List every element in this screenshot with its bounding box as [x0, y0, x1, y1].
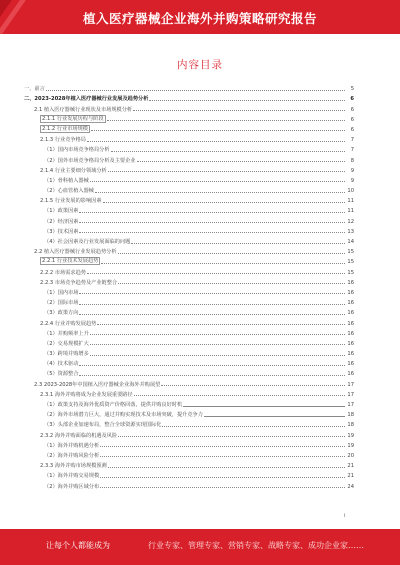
- toc-entry[interactable]: [24, 408, 354, 418]
- toc-entry-label: 2.1.4 行业主要细分领域分析: [40, 167, 107, 174]
- footer-slogan-left: 让每个人都能成为: [46, 541, 110, 550]
- toc-dot-leader: [134, 395, 345, 396]
- toc-entry[interactable]: [24, 337, 354, 347]
- toc-entry-page: 5: [350, 86, 354, 93]
- toc-entry-label: 2.2.4 行业并购发展趋势: [40, 320, 97, 327]
- toc-entry[interactable]: [24, 113, 354, 123]
- toc-dot-leader: [133, 110, 345, 111]
- toc-dot-leader: [111, 151, 345, 152]
- toc-entry[interactable]: [24, 214, 354, 224]
- toc-dot-leader: [79, 365, 345, 366]
- toc-entry[interactable]: [24, 327, 354, 337]
- toc-entry[interactable]: [24, 92, 354, 102]
- toc-entry-label: （2）国外市场竞争格局分析及主要企业: [44, 157, 136, 164]
- toc-dot-leader: [118, 436, 345, 437]
- toc-dot-leader: [162, 426, 345, 427]
- toc-entry-label: 2.3.1 海外并购将成为企业发展重要路径: [40, 391, 133, 398]
- toc-entry-label: 2.2.2 市场需求趋势: [40, 269, 86, 276]
- footer-slogan-right: 行业专家、管理专家、营销专家、战略专家、成功企业家……: [148, 541, 364, 550]
- toc-dot-leader: [107, 120, 345, 121]
- toc-dot-leader: [90, 344, 345, 345]
- toc-dot-leader: [108, 171, 345, 172]
- toc-dot-leader: [131, 243, 345, 244]
- toc-entry-label: （1）政策支持及海外优质资产价格回落，提供并购良好时机: [44, 402, 183, 408]
- toc-entry[interactable]: [24, 194, 354, 204]
- toc-dot-leader: [101, 263, 345, 264]
- toc-entry-page: 12: [347, 218, 354, 225]
- toc-dot-leader: [87, 273, 345, 274]
- toc-entry[interactable]: [24, 286, 354, 296]
- toc-entry-page: 16: [347, 330, 354, 337]
- toc-entry-page: 6: [350, 126, 354, 133]
- toc-dot-leader: [118, 253, 345, 254]
- toc-entry-label: （3）跨境并购增多: [44, 351, 89, 358]
- toc-entry[interactable]: [24, 357, 354, 367]
- toc-entry-label: （1）国内市场竞争格局分析: [44, 147, 110, 154]
- toc-dot-leader: [87, 141, 345, 142]
- toc-entry-page: 24: [347, 483, 354, 490]
- toc-entry-label: 一、前言: [24, 86, 45, 93]
- toc-entry-page: 6: [350, 106, 354, 113]
- toc-entry-label: 2.2.1 行业技术发展趋势: [42, 258, 99, 265]
- toc-entry-page: 16: [347, 300, 354, 307]
- toc-entry-label: （5）资源整合: [44, 371, 79, 378]
- toc-entry-label: 2.3.3 海外并购市场规模预测: [40, 463, 107, 470]
- toc-entry-label: （2）经济因素: [44, 218, 79, 225]
- toc-dot-leader: [79, 232, 345, 233]
- toc-entry[interactable]: [24, 245, 354, 255]
- toc-dot-leader: [90, 181, 345, 182]
- toc-entry[interactable]: [24, 265, 354, 275]
- toc-entry-label: （2）海外并购风险分析: [44, 452, 100, 459]
- toc-entry-page: 21: [347, 463, 354, 470]
- toc-entry-label: （1）政策因素: [44, 208, 79, 215]
- toc-entry[interactable]: [24, 459, 354, 469]
- toc-entry-page: 9: [350, 167, 354, 174]
- toc-entry-label: （3）政策方向: [44, 310, 79, 317]
- toc-entry-page: 20: [347, 452, 354, 459]
- toc-entry[interactable]: [24, 398, 354, 408]
- toc-entry-label: （1）国内市场: [44, 289, 79, 296]
- toc-dot-leader: [79, 293, 345, 294]
- toc-entry-page: 11: [347, 198, 354, 205]
- toc-dot-leader: [100, 477, 345, 478]
- toc-dot-leader: [90, 334, 345, 335]
- toc-entry-page: 7: [350, 147, 354, 154]
- toc-entry[interactable]: [24, 388, 354, 398]
- toc-dot-leader: [118, 283, 345, 284]
- toc-entry[interactable]: [24, 377, 354, 387]
- toc-entry-label: （3）技术因素: [44, 228, 79, 235]
- toc-entry[interactable]: [24, 143, 354, 153]
- toc-dot-leader: [79, 222, 345, 223]
- toc-entry[interactable]: [24, 439, 354, 449]
- toc-entry-label: （2）心血管植入器械: [44, 188, 94, 195]
- toc-entry-label: （2）海外市场潜力巨大，通过并购实现技术及市场突破，提升竞争力: [44, 412, 203, 419]
- header-banner: [0, 0, 400, 34]
- toc-dot-leader: [183, 406, 345, 407]
- toc-entry-label: 二、2023-2028年植入医疗器械行业发展及趋势分析: [24, 96, 149, 103]
- toc-dot-leader: [100, 446, 345, 447]
- toc-entry-label: 2.1.2 行业市场规模: [42, 125, 88, 132]
- toc-entry-page: 17: [347, 381, 354, 388]
- toc-entry-label: （1）骨科植入器械: [44, 177, 89, 184]
- toc-entry-label: 2.2 植入医疗器械行业发展趋势分析: [34, 249, 117, 256]
- toc-entry-label: 2.1 植入医疗器械行业现状及市场规模分析: [34, 106, 133, 113]
- toc-dot-leader: [90, 355, 345, 356]
- toc-entry[interactable]: [24, 306, 354, 316]
- toc-dot-leader: [137, 161, 346, 162]
- toc-dot-leader: [100, 456, 345, 457]
- toc-entry[interactable]: [24, 102, 354, 112]
- toc-entry[interactable]: [24, 204, 354, 214]
- toc-entry-label: 2.2.3 市场竞争趋势及产业链整合: [40, 279, 118, 286]
- toc-entry-page: 13: [347, 228, 354, 235]
- toc-entry[interactable]: [24, 82, 354, 92]
- toc-entry-page: 16: [347, 279, 354, 286]
- toc-entry-page: 16: [347, 351, 354, 358]
- toc-entry-page: 16: [347, 320, 354, 327]
- toc-entry-page: 19: [347, 442, 354, 449]
- toc-entry-page: 19: [347, 432, 354, 439]
- toc-entry-label: 2.3.2 海外并购面临的机遇及风险: [40, 432, 118, 439]
- toc-entry[interactable]: [24, 347, 354, 357]
- toc-entry[interactable]: [24, 235, 354, 245]
- toc-dot-leader: [161, 385, 345, 386]
- footer-banner: [0, 529, 400, 565]
- toc-dot-leader: [204, 416, 345, 417]
- toc-entry[interactable]: [24, 225, 354, 235]
- toc-entry[interactable]: [24, 123, 354, 133]
- table-of-contents: [24, 82, 354, 490]
- toc-entry-label: （4）技术驱动: [44, 361, 79, 368]
- toc-dot-leader: [103, 202, 345, 203]
- toc-entry-label: （4）社会因素及行业发展面临的问题: [44, 239, 131, 245]
- toc-entry-page: 6: [350, 96, 354, 103]
- toc-dot-leader: [79, 375, 345, 376]
- toc-entry-page: 17: [347, 391, 354, 398]
- toc-entry-label: （2）国际市场: [44, 300, 79, 307]
- toc-entry[interactable]: [24, 296, 354, 306]
- toc-entry[interactable]: [24, 184, 354, 194]
- toc-entry-page: 16: [347, 310, 354, 317]
- toc-entry[interactable]: [24, 449, 354, 459]
- report-title: 植入医疗器械企业海外并购策略研究报告: [82, 11, 317, 26]
- toc-entry[interactable]: [24, 479, 354, 489]
- toc-entry[interactable]: [24, 276, 354, 286]
- toc-heading: 内容目录: [177, 59, 223, 71]
- toc-dot-leader: [100, 487, 345, 488]
- toc-entry-label: （1）并购频率上升: [44, 330, 89, 337]
- toc-entry[interactable]: [24, 133, 354, 143]
- toc-entry-page: 10: [347, 188, 354, 195]
- toc-entry[interactable]: [24, 255, 354, 265]
- toc-entry-page: 11: [347, 208, 354, 215]
- toc-entry-label: 2.1.1 行业发展历程与阶段: [42, 115, 104, 122]
- toc-entry-page: 15: [347, 259, 354, 266]
- toc-entry-label: （3）头部企业加速布局，整合全球资源实现国际化: [44, 422, 162, 429]
- toc-dot-leader: [97, 324, 345, 325]
- toc-dot-leader: [79, 314, 345, 315]
- page-marker: i: [344, 513, 346, 519]
- toc-entry[interactable]: [24, 428, 354, 438]
- toc-dot-leader: [149, 100, 345, 101]
- toc-entry-label: （2）交易规模扩大: [44, 340, 89, 347]
- toc-entry-label: 2.1.3 行业竞争格局: [40, 137, 86, 144]
- toc-dot-leader: [95, 192, 345, 193]
- toc-entry-page: 21: [347, 473, 354, 480]
- toc-dot-leader: [108, 467, 345, 468]
- toc-entry-page: 15: [347, 269, 354, 276]
- toc-dot-leader: [79, 304, 345, 305]
- toc-entry-label: （1）海外并购机遇分析: [44, 442, 100, 449]
- toc-entry[interactable]: [24, 316, 354, 326]
- toc-dot-leader: [79, 212, 345, 213]
- toc-entry-page: 15: [347, 249, 354, 256]
- toc-entry-page: 6: [350, 116, 354, 123]
- toc-dot-leader: [91, 130, 345, 131]
- toc-entry-page: 18: [347, 422, 354, 429]
- toc-entry-page: 16: [347, 289, 354, 296]
- toc-entry-label: （2）海外并购区域分布: [44, 483, 100, 490]
- toc-entry-page: 9: [350, 177, 354, 184]
- toc-entry[interactable]: [24, 418, 354, 428]
- toc-entry-page: 18: [347, 412, 354, 419]
- toc-entry[interactable]: [24, 469, 354, 479]
- toc-entry-page: 17: [347, 402, 354, 408]
- toc-entry-page: 16: [347, 340, 354, 347]
- toc-entry-page: 8: [350, 157, 354, 164]
- toc-entry-label: 2.3 2023-2028年中国植入医疗器械企业海外并购展望: [34, 381, 161, 388]
- toc-entry[interactable]: [24, 164, 354, 174]
- toc-entry[interactable]: [24, 153, 354, 163]
- toc-entry[interactable]: [24, 367, 354, 377]
- toc-entry-page: 14: [347, 239, 354, 245]
- toc-entry-page: 7: [350, 137, 354, 144]
- toc-entry[interactable]: [24, 174, 354, 184]
- toc-entry-label: （1）海外并购交易规模: [44, 473, 100, 480]
- toc-entry-label: 2.1.5 行业发展的影响因素: [40, 198, 102, 205]
- toc-entry-page: 16: [347, 371, 354, 378]
- toc-entry-page: 16: [347, 361, 354, 368]
- toc-dot-leader: [46, 90, 345, 91]
